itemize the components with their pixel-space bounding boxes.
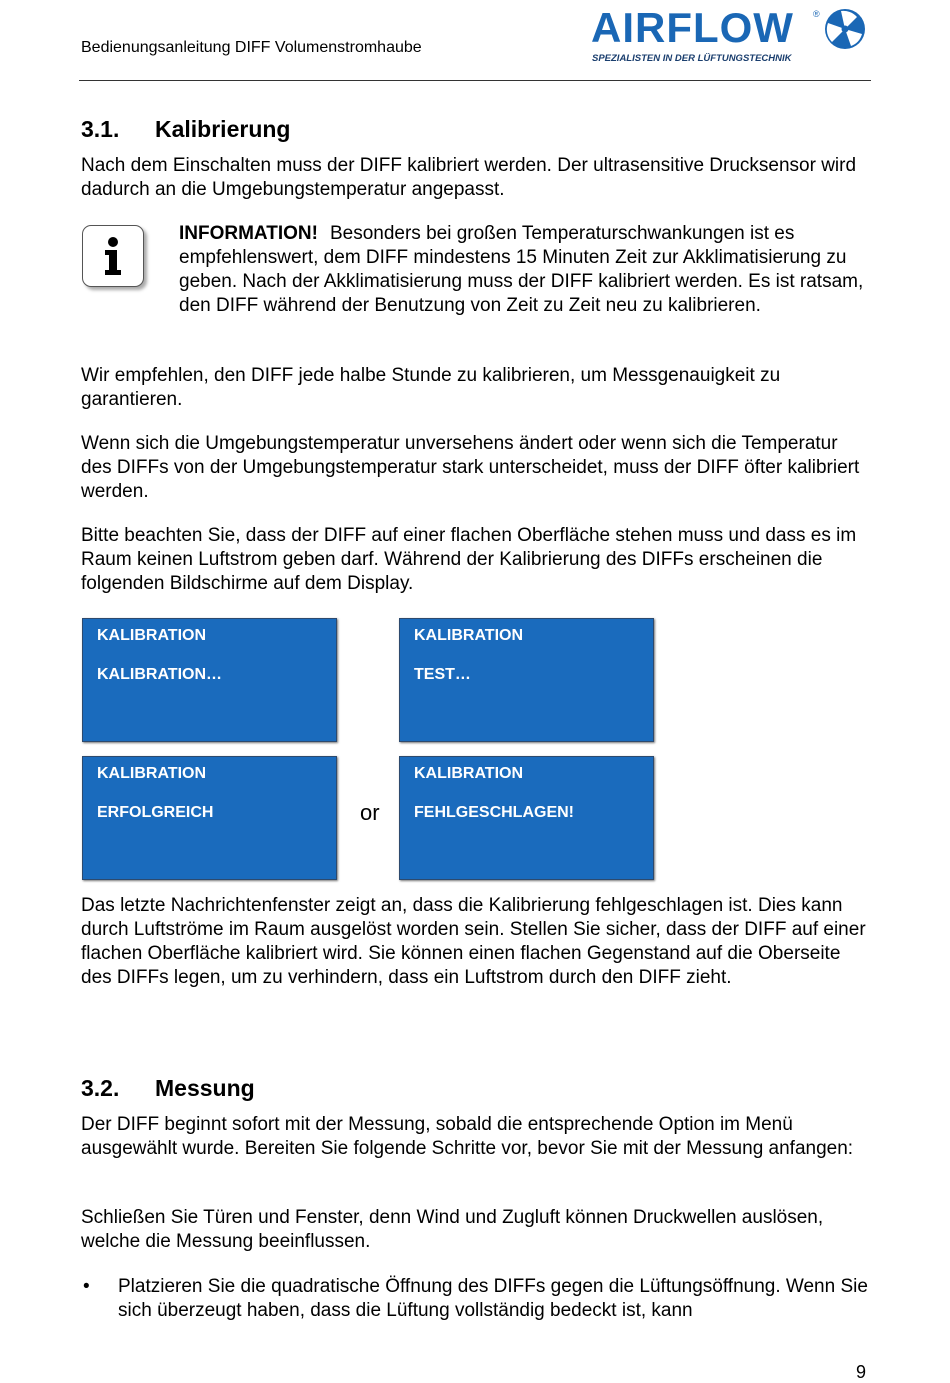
screen-line-1: KALIBRATION <box>414 627 524 644</box>
or-label: or <box>360 800 380 825</box>
section-title: Kalibrierung <box>155 116 291 142</box>
recommendation-paragraph: Wir empfehlen, den DIFF jede halbe Stunde zu kalibrieren, um Messgenauigkeit zu garantieren. <box>81 365 781 410</box>
page-number: 9 <box>856 1362 867 1382</box>
doors-windows-paragraph: Schließen Sie Türen und Fenster, denn Wind und Zugluft können Druckwellen auslösen, welche die Messung beeinflussen. <box>81 1207 824 1252</box>
display-screen-test <box>399 618 654 742</box>
information-note <box>179 222 871 318</box>
display-screen-success <box>82 756 337 880</box>
screen-line-1: KALIBRATION <box>414 765 524 782</box>
section-heading-kalibrierung <box>81 116 290 143</box>
temperature-paragraph: Wenn sich die Umgebungstemperatur unversehens ändert oder wenn sich die Temperatur des DIFFs von der Umgebungstemperatur stark unterscheidet, muss der DIFF öfter kalibriert werden. <box>81 433 860 502</box>
bullet-item-placement: Platzieren Sie die quadratische Öffnung des DIFFs gegen die Lüftungsöffnung. Wenn Sie sich überzeugt haben, dass die Lüftung vollständig bedeckt ist, kann <box>118 1276 868 1321</box>
surface-paragraph: Bitte beachten Sie, dass der DIFF auf einer flachen Oberfläche stehen muss und dass es im Raum keinen Luftstrom geben darf. Während der Kalibrierung des DIFFs erscheinen die folgenden Bildschirme auf dem Display. <box>81 525 857 594</box>
section-heading-messung <box>81 1075 255 1102</box>
screen-line-2: ERFOLGREICH <box>97 804 214 821</box>
document-header-title: Bedienungsanleitung DIFF Volumenstromhaube <box>81 39 422 56</box>
logo-registered-mark: ® <box>813 9 820 19</box>
bullet-marker: • <box>83 1276 90 1297</box>
information-icon <box>82 225 144 287</box>
logo-wordmark: AIRFLOW <box>591 4 794 51</box>
display-screen-calibrating <box>82 618 337 742</box>
information-body: Besonders bei großen Temperaturschwankungen ist es empfehlenswert, dem DIFF mindestens 15 Minuten Zeit zur Akklimatisierung zu geben. Nach der Akklimatisierung muss der DIFF kalibriert werden. Es ist ratsam, den DIFF während der Benutzung von Zeit zu Zeit neu zu kalibrieren. <box>179 223 864 316</box>
failure-explanation-paragraph: Das letzte Nachrichtenfenster zeigt an, dass die Kalibrierung fehlgeschlagen ist. Dies kann durch Luftströme im Raum ausgelöst worden sein. Stellen Sie sicher, dass der DIFF auf einer flachen Oberfläche kalibriert wird. Sie können einen flachen Gegenstand auf die Oberseite des DIFFs legen, um zu verhindern, dass ein Luftstrom durch den DIFF zieht. <box>81 895 866 988</box>
section-title: Messung <box>155 1075 255 1101</box>
screen-line-2: TEST… <box>414 666 471 683</box>
screen-line-2: KALIBRATION… <box>97 666 223 683</box>
header-divider <box>79 80 871 81</box>
section-number: 3.1. <box>81 116 120 142</box>
display-screen-failed <box>399 756 654 880</box>
fan-icon <box>823 7 867 51</box>
logo-tagline: SPEZIALISTEN IN DER LÜFTUNGSTECHNIK <box>592 53 792 64</box>
screen-line-1: KALIBRATION <box>97 627 207 644</box>
airflow-logo <box>591 5 871 67</box>
information-label: INFORMATION! <box>179 223 318 244</box>
messung-intro: Der DIFF beginnt sofort mit der Messung, sobald die entsprechende Option im Menü ausgewählt wurde. Bereiten Sie folgende Schritte vor, bevor Sie mit der Messung anfangen: <box>81 1114 854 1159</box>
kalibrierung-intro: Nach dem Einschalten muss der DIFF kalibriert werden. Der ultrasensitive Drucksensor wird dadurch an die Umgebungstemperatur angepasst. <box>81 155 857 200</box>
screen-line-2: FEHLGESCHLAGEN! <box>414 804 574 821</box>
section-number: 3.2. <box>81 1075 120 1101</box>
screen-line-1: KALIBRATION <box>97 765 207 782</box>
